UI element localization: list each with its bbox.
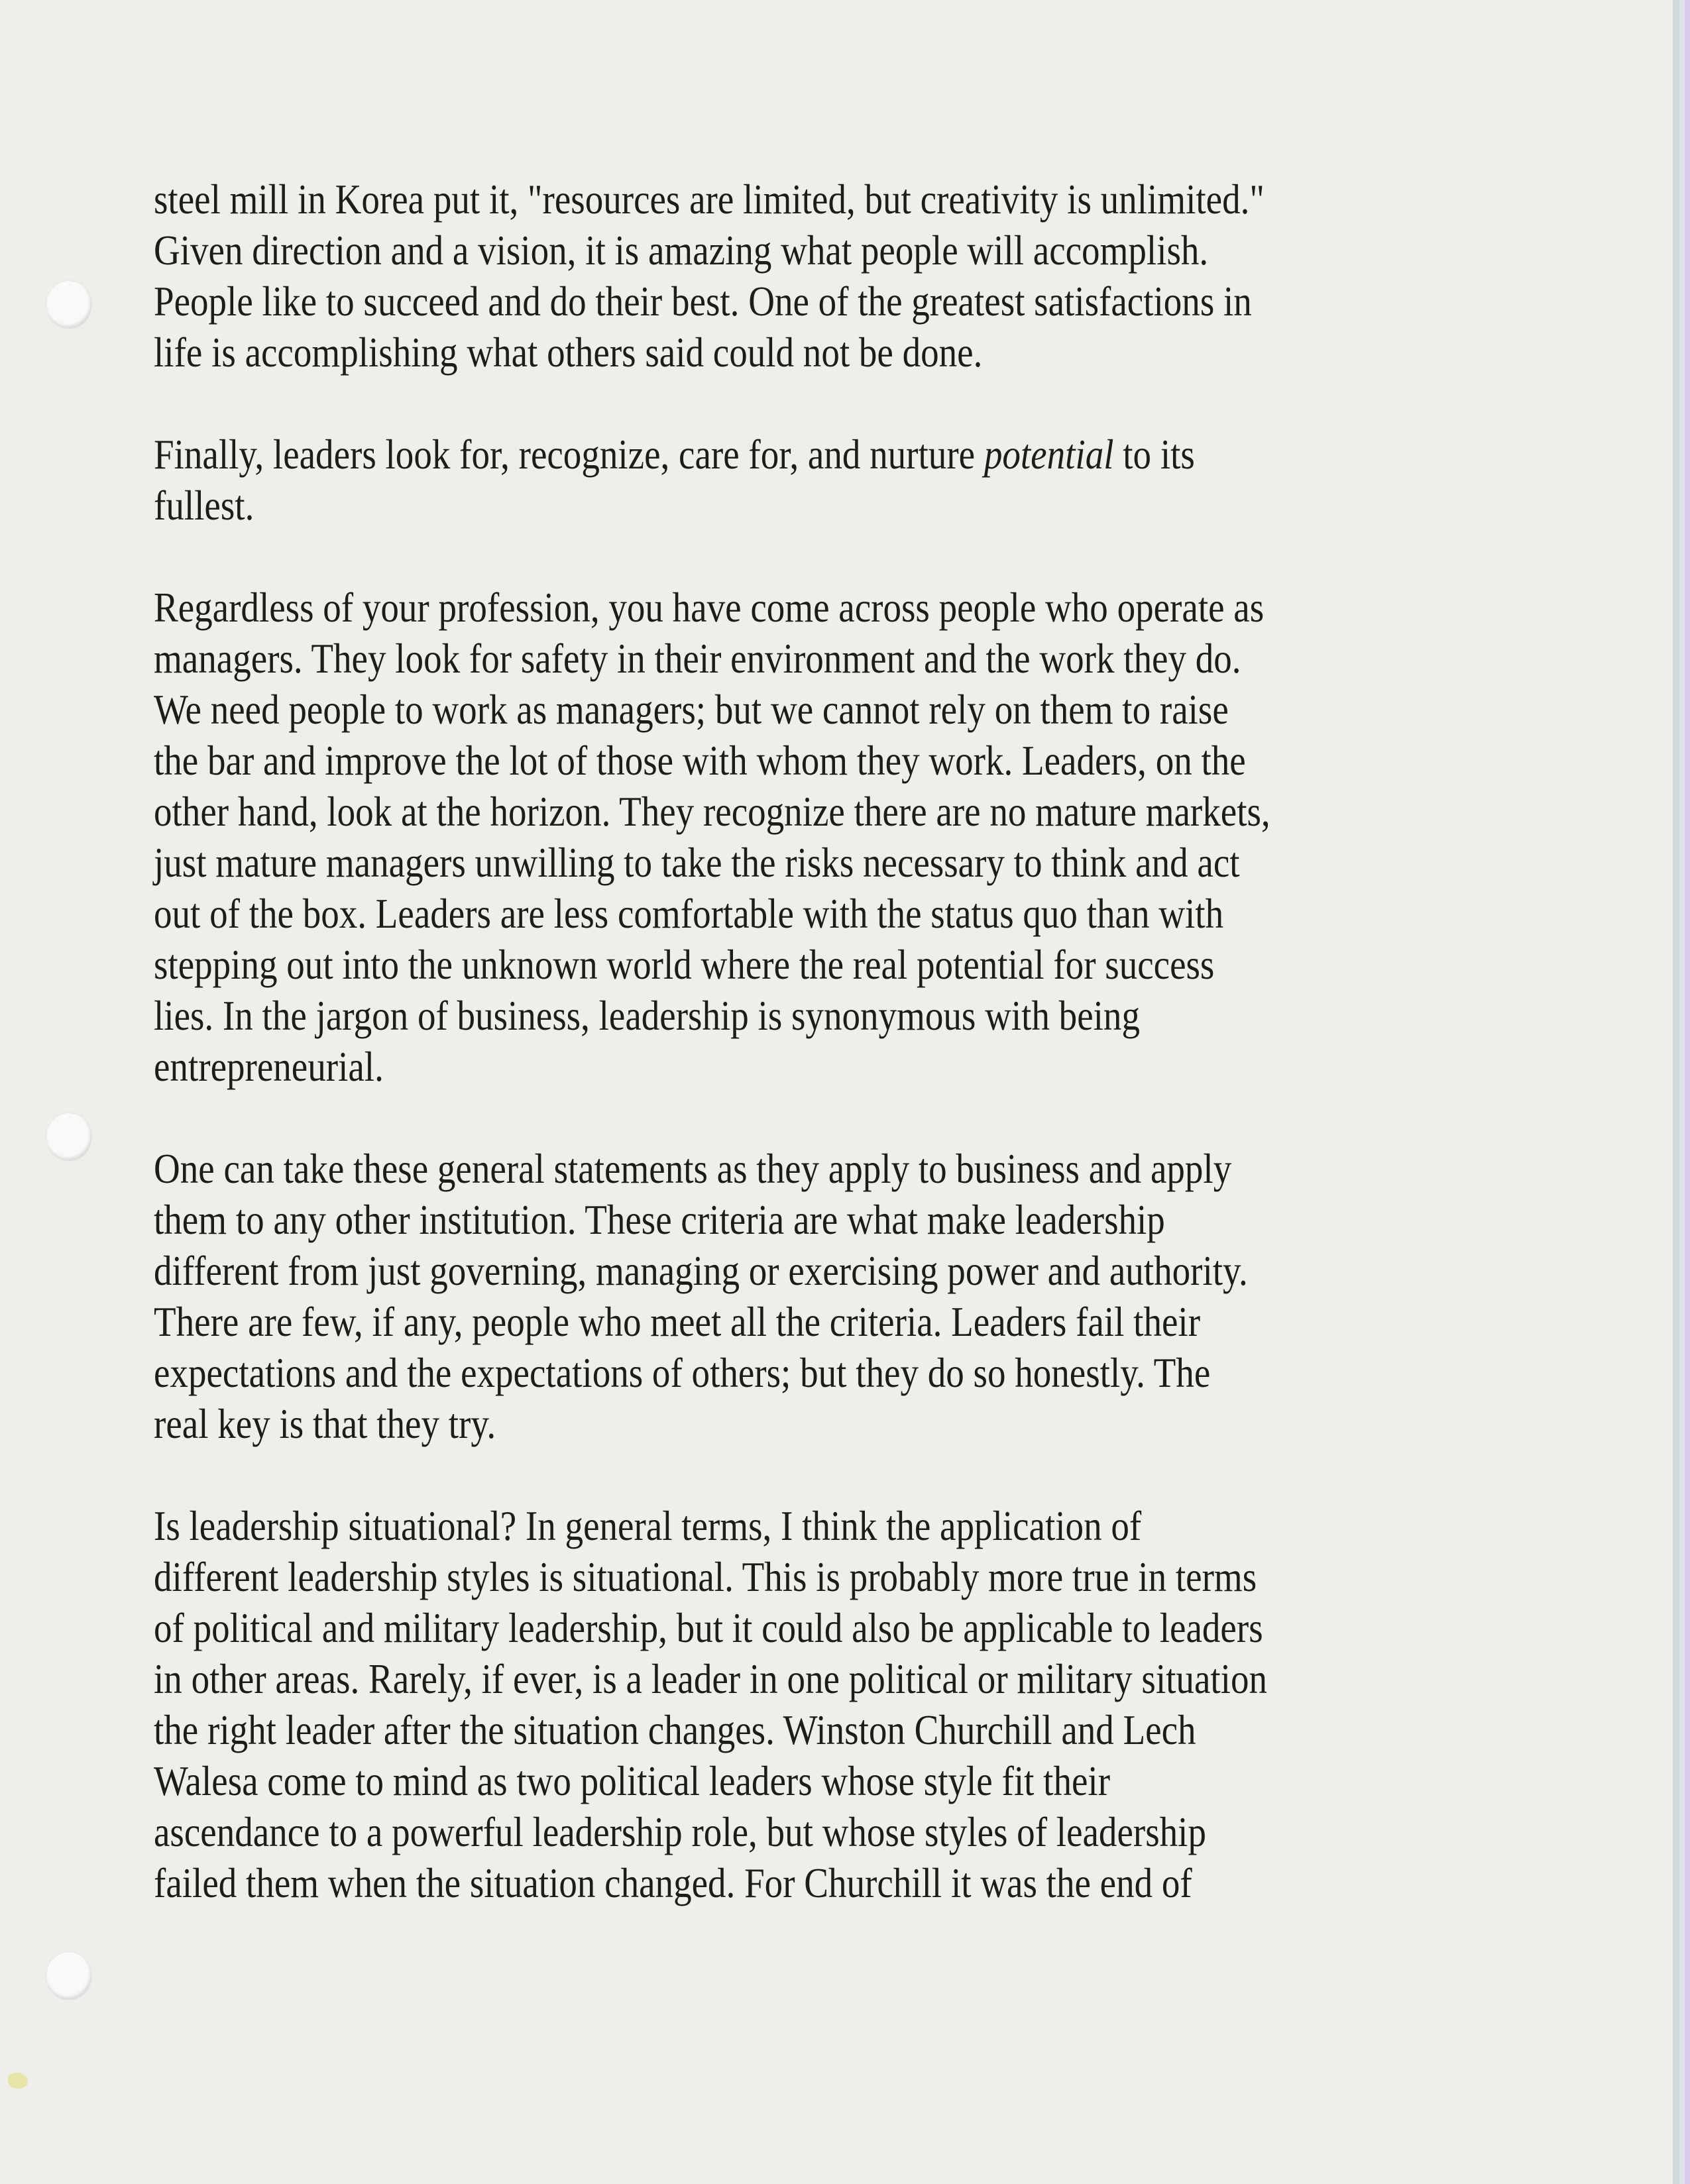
text-line: stepping out into the unknown world where the real potential for success bbox=[154, 941, 1215, 988]
text-line: of political and military leadership, but it could also be applicable to leaders bbox=[154, 1604, 1263, 1651]
text-line: Regardless of your profession, you have come across people who operate as bbox=[154, 584, 1265, 631]
text-run: Finally, leaders look for, recognize, care for, and nurture bbox=[154, 431, 984, 478]
text-run: to its bbox=[1113, 431, 1195, 478]
text-line: entrepreneurial. bbox=[154, 1043, 384, 1090]
text-line: ascendance to a powerful leadership role, but whose styles of leadership bbox=[154, 1808, 1206, 1855]
text-line: life is accomplishing what others said could not be done. bbox=[154, 329, 983, 376]
text-line: them to any other institution. These criteria are what make leadership bbox=[154, 1196, 1165, 1243]
paper-stain bbox=[8, 2073, 28, 2089]
text-line: One can take these general statements as they apply to business and apply bbox=[154, 1145, 1232, 1192]
text-line: in other areas. Rarely, if ever, is a leader in one political or military situation bbox=[154, 1655, 1268, 1702]
text-line: failed them when the situation changed. For Churchill it was the end of bbox=[154, 1859, 1192, 1906]
paragraph-1 bbox=[154, 174, 1567, 378]
text-line: managers. They look for safety in their environment and the work they do. bbox=[154, 635, 1241, 682]
document-body bbox=[154, 174, 1567, 1959]
punch-hole-bottom bbox=[46, 1952, 91, 2000]
paragraph-2 bbox=[154, 429, 1567, 531]
text-line: different from just governing, managing or exercising power and authority. bbox=[154, 1247, 1248, 1294]
text-line: People like to succeed and do their best. One of the greatest satisfactions in bbox=[154, 278, 1252, 325]
text-line: We need people to work as managers; but we cannot rely on them to raise bbox=[154, 686, 1229, 733]
page-edge-shadow bbox=[1673, 0, 1679, 2184]
emphasis-potential: potential bbox=[984, 431, 1114, 478]
text-line: different leadership styles is situational. This is probably more true in terms bbox=[154, 1553, 1257, 1600]
text-line: other hand, look at the horizon. They recognize there are no mature markets, bbox=[154, 788, 1270, 835]
text-line: steel mill in Korea put it, "resources are limited, but creativity is unlimited." bbox=[154, 176, 1265, 223]
page-edge-shadow bbox=[1679, 0, 1685, 2184]
text-line: real key is that they try. bbox=[154, 1400, 496, 1447]
text-line: out of the box. Leaders are less comfortable with the status quo than with bbox=[154, 890, 1224, 937]
text-line: lies. In the jargon of business, leadership is synonymous with being bbox=[154, 992, 1140, 1039]
text-line bbox=[154, 429, 1567, 480]
paragraph-5 bbox=[154, 1500, 1567, 1908]
text-line: just mature managers unwilling to take the risks necessary to think and act bbox=[154, 839, 1240, 886]
scanner-edge bbox=[1685, 0, 1690, 2184]
text-line: Walesa come to mind as two political leaders whose style fit their bbox=[154, 1757, 1111, 1804]
text-line: fullest. bbox=[154, 482, 254, 529]
text-line: There are few, if any, people who meet all the criteria. Leaders fail their bbox=[154, 1298, 1201, 1345]
text-line: the right leader after the situation changes. Winston Churchill and Lech bbox=[154, 1706, 1196, 1753]
paragraph-3 bbox=[154, 582, 1567, 1092]
punch-hole-middle bbox=[46, 1113, 91, 1161]
text-line: expectations and the expectations of others; but they do so honestly. The bbox=[154, 1349, 1211, 1396]
text-line: Is leadership situational? In general terms, I think the application of bbox=[154, 1502, 1142, 1549]
text-line: Given direction and a vision, it is amazing what people will accomplish. bbox=[154, 227, 1209, 274]
text-line: the bar and improve the lot of those with whom they work. Leaders, on the bbox=[154, 737, 1246, 784]
punch-hole-top bbox=[46, 281, 91, 329]
paragraph-4 bbox=[154, 1143, 1567, 1449]
